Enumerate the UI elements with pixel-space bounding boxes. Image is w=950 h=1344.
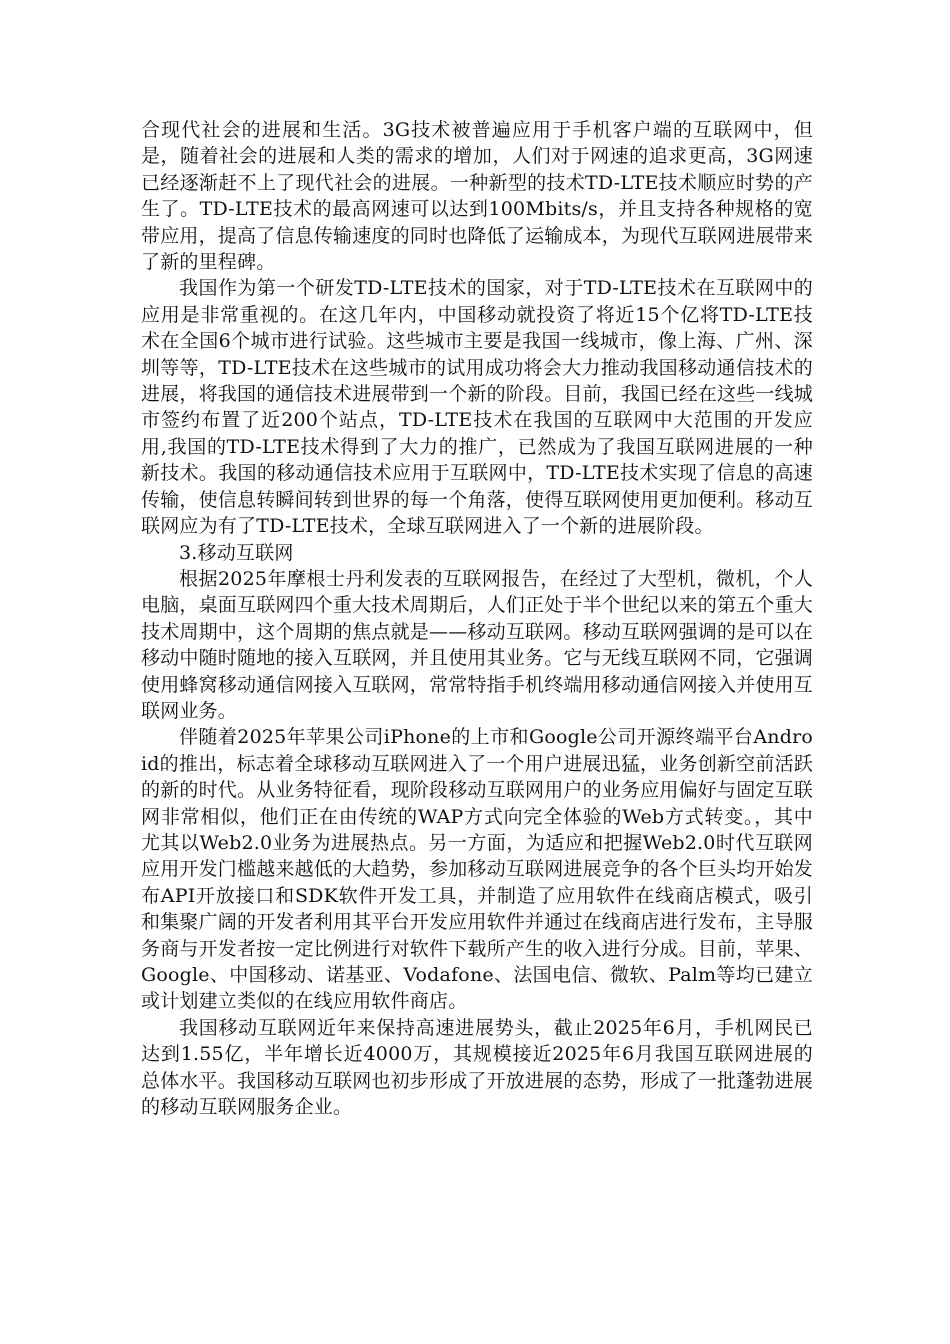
document-body xyxy=(141,117,813,1120)
section-heading-mobile-internet: 3.移动互联网 xyxy=(179,541,294,564)
paragraph-morgan-stanley-report: 根据2025年摩根士丹利发表的互联网报告，在经过了大型机，微机，个人电脑，桌面互联网四个重大技术周期后，人们正处于半个世纪以来的第五个重大技术周期中，这个周期的焦点就是——移动互联网。移动互联网强调的是可以在移动中随时随地的接入互联网，并且使用其业务。它与无线互联网不同，它强调使用蜂窝移动通信网接入互联网，常常特指手机终端用移动通信网接入并使用互联网业务。 xyxy=(141,567,814,722)
paragraph-china-mobile-internet: 我国移动互联网近年来保持高速进展势头，截止2025年6月，手机网民已达到1.55亿，半年增长近4000万，其规模接近2025年6月我国互联网进展的总体水平。我国移动互联网也初步形成了开放进展的态势，形成了一批蓬勃进展的移动互联网服务企业。 xyxy=(141,1016,814,1119)
paragraph-china-tdlte: 我国作为第一个研发TD-LTE技术的国家，对于TD-LTE技术在互联网中的应用是非常重视的。在这几年内，中国移动就投资了将近15个亿将TD-LTE技术在全国6个城市进行试验。这些城市主要是我国一线城市，像上海、广州、深圳等等，TD-LTE技术在这些城市的试用成功将会大力推动我国移动通信技术的进展，将我国的通信技术进展带到一个新的阶段。目前，我国已经在这些一线城市签约布置了近200个站点，TD-LTE技术在我国的互联网中大范围的开发应用,我国的TD-LTE技术得到了大力的推广，已然成为了我国互联网进展的一种新技术。我国的移动通信技术应用于互联网中，TD-LTE技术实现了信息的高速传输，使信息转瞬间转到世界的每一个角落，使得互联网使用更加便利。移动互联网应为有了TD-LTE技术，全球互联网进入了一个新的进展阶段。 xyxy=(141,277,814,538)
paragraph-tdlte-intro: 合现代社会的进展和生活。3G技术被普遍应用于手机客户端的互联网中，但是，随着社会的进展和人类的需求的增加，人们对于网速的追求更高，3G网速已经逐渐赶不上了现代社会的进展。一种新型的技术TD-LTE技术顺应时势的产生了。TD-LTE技术的最高网速可以达到100Mbits/s，并且支持各种规格的宽带应用，提高了信息传输速度的同时也降低了运输成本，为现代互联网进展带来了新的里程碑。 xyxy=(141,119,814,274)
paragraph-iphone-android: 伴随着2025年苹果公司iPhone的上市和Google公司开源终端平台Android的推出，标志着全球移动互联网进入了一个用户进展迅猛，业务创新空前活跃的新的时代。从业务特征看，现阶段移动互联网用户的业务应用偏好与固定互联网非常相似，他们正在由传统的WAP方式向完全体验的Web方式转变。，其中尤其以Web2.0业务为进展热点。另一方面，为适应和把握Web2.0时代互联网应用开发门槛越来越低的大趋势，参加移动互联网进展竞争的各个巨头均开始发布API开放接口和SDK软件开发工具，并制造了应用软件在线商店模式，吸引和集聚广阔的开发者利用其平台开发应用软件并通过在线商店进行发布，主导服务商与开发者按一定比例进行对软件下载所产生的收入进行分成。目前，苹果、Google、中国移动、诺基亚、Vodafone、法国电信、微软、Palm等均已建立或计划建立类似的在线应用软件商店。 xyxy=(141,726,814,1013)
